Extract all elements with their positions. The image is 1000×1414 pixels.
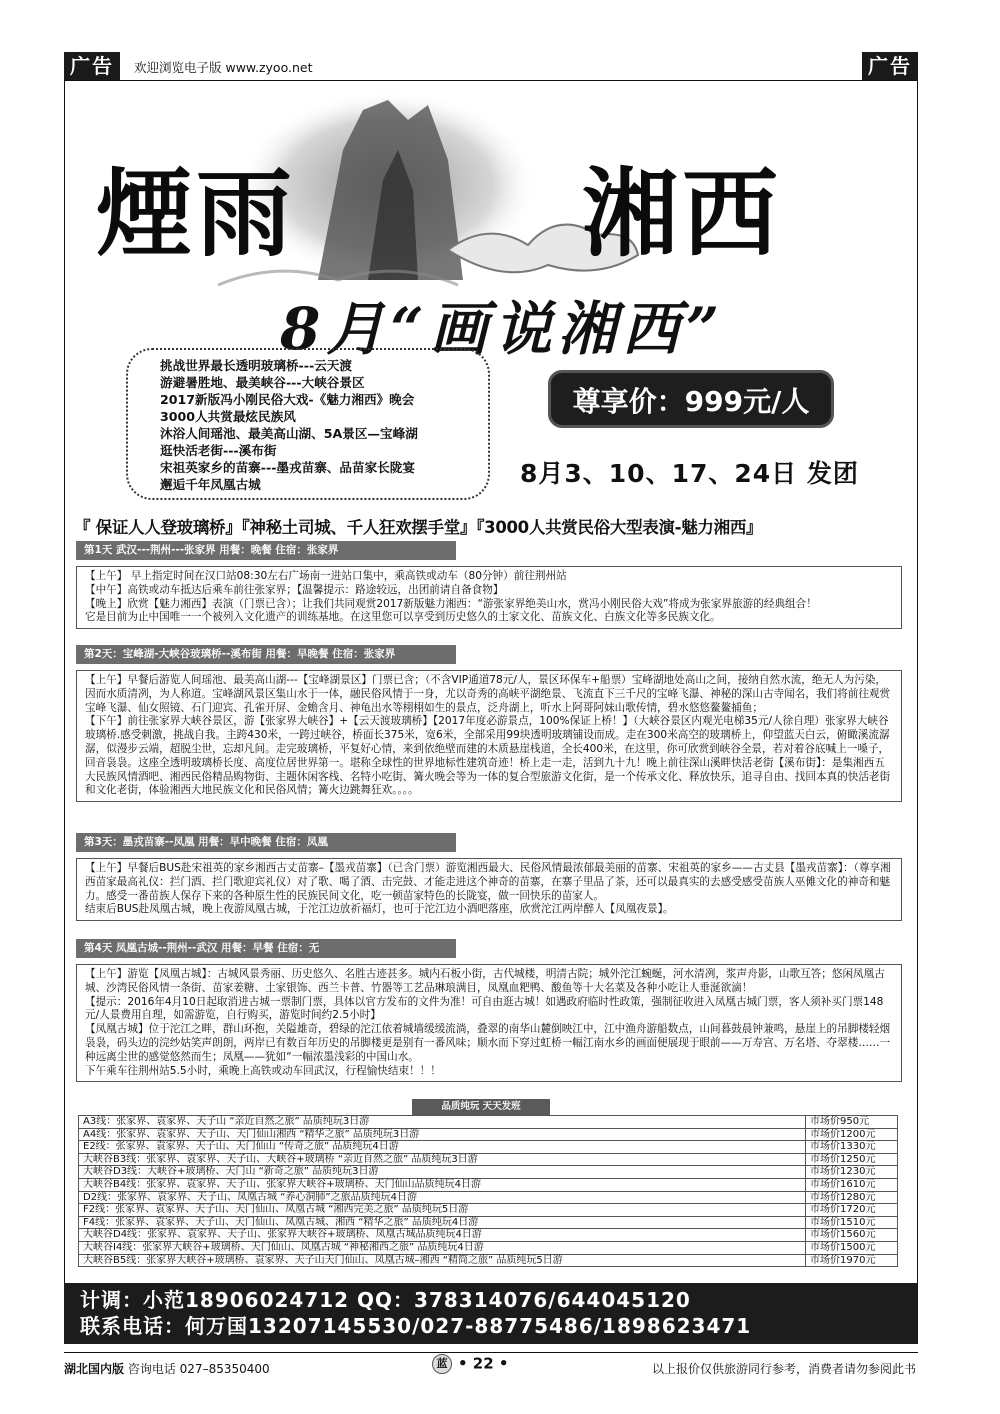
route-price-table	[78, 1115, 898, 1267]
route-name: 大峡谷D3线：大峡谷+玻璃桥、天门山 “新奇之旅” 品质纯玩3日游	[79, 1166, 806, 1179]
day-3-details	[76, 858, 902, 921]
departure-dates: 8月3、10、17、24日 发团	[520, 459, 859, 488]
table-row	[79, 1128, 898, 1141]
footer-left	[64, 1360, 270, 1377]
route-name: A4线：张家界、袁家界、天子山、天门仙山湘西 “精华之旅” 品质纯玩3日游	[79, 1128, 806, 1141]
route-price: 市场价1330元	[806, 1141, 898, 1154]
highlight-item: 游避暑胜地、最美峡谷---大峡谷景区	[160, 375, 365, 390]
itinerary-line: 【上午】早餐后BUS赴宋祖英的家乡湘西古丈苗寨–【墨戎苗寨】（已含门票）游览湘西最大、民俗风情最浓郁最美丽的苗寨、宋祖英的家乡——古丈县【墨戎苗寨】：（尊享湘西苗家最高礼仪：拦门酒、拦门歌迎宾礼仪）对了歌、喝了酒、击完鼓、才能走进这个神奇的苗寨，在寨子里品了茶，还可以最真实的去感受感受苗族人巫傩文化的神奇和魅力。感受一番苗族人保存下来的各种原生性的民族民间文化，吃一顿苗家特色的长陇宴，做一回快乐的苗家人。	[85, 862, 891, 902]
route-price: 市场价1560元	[806, 1229, 898, 1242]
table-row	[79, 1241, 898, 1254]
table-row	[79, 1178, 898, 1191]
route-price: 市场价1200元	[806, 1128, 898, 1141]
price-badge: 尊享价：999元/人	[548, 370, 834, 428]
highlight-item: 挑战世界最长透明玻璃桥---云天渡	[160, 358, 352, 373]
table-row	[79, 1141, 898, 1154]
day-4-details	[76, 964, 902, 1082]
highlight-item: 沐浴人间瑶池、最美高山湖、5A景区—宝峰湖	[160, 426, 418, 441]
table-row	[79, 1229, 898, 1242]
day-2-details	[76, 670, 902, 802]
itinerary-line: 【凤凰古城】位于沱江之畔，群山环抱，关隘雄奇，碧绿的沱江依着城墙缓缓流淌，叠翠的南华山麓倒映江中，江中渔舟游船数点，山间暮鼓晨钟兼鸣，悬崖上的吊脚楼轻烟袅袅，码头边的浣纱姑笑声朗朗，两岸已有数百年历史的吊脚楼更是别有一番风味；顺水而下穿过虹桥一幅江南水乡的画面便展现于眼前——万寿宫、万名塔、夺翠楼……一种远离尘世的感觉悠然而生；凤凰——犹如“一幅浓墨浅彩的中国山水。	[85, 1023, 891, 1063]
day-2-bar: 第2天：宝峰湖-大峡谷玻璃桥--溪布街 用餐：早晚餐 住宿：张家界	[76, 645, 456, 664]
itinerary-line: 【上午】早餐后游览人间瑶池、最美高山湖---【宝峰湖景区】门票已含；（不含VIP通道78元/人，景区环保车+船票）宝峰湖地处高山之间，接纳自然水流，绝无人为污染，因而水质清冽，为人称道。宝峰湖风景区集山水于一体，融民俗风情于一身，尤以奇秀的高峡平湖绝景、飞流直下三千尺的宝峰飞瀑、神秘的深山古寺闻名，我们将前往观赏宝峰飞瀑、仙女照镜、石门迎宾、孔雀开屏、金蟾含月、神龟出水等栩栩如生的景点，泛舟湖上，听水上阿哥阿妹山歌传情，碧水悠悠鳌鳌捕鱼；	[85, 674, 891, 714]
itinerary-line: 它是目前为止中国唯一一个被列入文化遗产的训练基地。在这里您可以享受到历史悠久的土家文化、苗族文化、白族文化等多民族文化。	[85, 611, 721, 624]
highlight-item: 逛快活老街---溪布街	[160, 443, 277, 458]
table-row	[79, 1216, 898, 1229]
table-row	[79, 1153, 898, 1166]
route-name: E2线：张家界、袁家界、天子山、天门仙山 “传奇之旅” 品质纯玩4日游	[79, 1141, 806, 1154]
route-name: D2线：张家界、袁家界、天子山、凤凰古城 “养心洞肺”之旅品质纯玩4日游	[79, 1191, 806, 1204]
page-number	[432, 1354, 509, 1374]
itinerary-line: 【下午】前往张家界大峡谷景区，游【张家界大峡谷】+【云天渡玻璃桥】【2017年度必游景点，100%保证上桥！】（大峡谷景区内观光电梯35元/人徐自理）张家界大峡谷玻璃桥.感受刺激，挑战自我。主跨430米，一跨过峡谷，桥面长375米，宽6米，全部采用99块透明玻璃铺设而成。走在300米高空的玻璃桥上，仰望蓝天白云，俯瞰溪流潺潺，似漫步云端，超脱尘世，忘却凡间。走完玻璃桥，平复好心情，来到依绝壁而建的木质悬崖栈道，全长400米，在这里，你可欣赏到峡谷全景，若对着谷底喊上一嗓子，回音袅袅。这座全透明玻璃桥长度、高度位居世界第一。堪称全球性的世界地标性建筑奇迹！桥上走一走，活到九十九！晚上前往深山溪畔快活老街【溪布街】：是集湘西五大民族风情酒吧、湘西民俗精品购物街、主题休闲客栈、名特小吃街、篝火晚会等为一体的复合型旅游文化街，是一个传承文化、释放快乐，追寻自由、找回本真的快活老街和文化老街，体验湘西大地民族文化和民俗风情；篝火边跳舞狂欢。。。。	[85, 715, 891, 797]
day-1-bar: 第1天 武汉---荆州---张家界 用餐：晚餐 住宿：张家界	[76, 541, 456, 560]
day-3-bar: 第3天：墨戎苗寨--凤凰 用餐：早中晚餐 住宿：凤凰	[76, 833, 456, 852]
route-price: 市场价950元	[806, 1116, 898, 1129]
route-name: F4线：张家界、袁家界、天子山、天门仙山、凤凰古城、湘西 “精华之旅” 品质纯玩4日游	[79, 1216, 806, 1229]
route-name: 大峡谷I4线：张家界大峡谷+玻璃桥、天门仙山、凤凰古城 “神秘湘西之旅” 品质纯玩4日游	[79, 1241, 806, 1254]
table-row	[79, 1116, 898, 1129]
route-price: 市场价1250元	[806, 1153, 898, 1166]
route-name: 大峡谷B5线：张家界大峡谷+玻璃桥、袁家界、天子山天门仙山、凤凰古城–湘西 “精简之旅” 品质纯玩5日游	[79, 1254, 806, 1267]
page-number-text: • 22 •	[458, 1354, 509, 1373]
highlight-item: 宋祖英家乡的苗寨---墨戎苗寨、品苗家长陇宴	[160, 460, 415, 475]
table-row	[79, 1254, 898, 1267]
browse-text[interactable]: 欢迎浏览电子版 www.zyoo.net	[134, 60, 313, 75]
highlight-item: 邂逅千年凤凰古城	[160, 477, 261, 492]
guarantee-line: 『 保证人人登玻璃桥』『神秘土司城、千人狂欢摆手堂』『3000人共赏民俗大型表演-魅力湘西』	[74, 518, 763, 537]
route-price: 市场价1610元	[806, 1178, 898, 1191]
ad-label-left: 广告	[64, 52, 120, 80]
route-price: 市场价1970元	[806, 1254, 898, 1267]
ad-label-right: 广告	[862, 52, 918, 80]
route-name: A3线：张家界、袁家界、天子山 “亲近自然之旅” 品质纯玩3日游	[79, 1116, 806, 1129]
consult-phone: 咨询电话 027–85350400	[127, 1362, 270, 1376]
table-row	[79, 1191, 898, 1204]
itinerary-line: 【提示：2016年4月10日起取消进古城一票制门票，具体以官方发布的文件为准！可自由逛古城！如遇政府临时性政策，强制征收进入凤凰古城门票，客人须补买门票148元/人景费用自理，如需游览，自行购买，游览时间约2.5小时】	[85, 995, 884, 1022]
route-name: 大峡谷B4线：张家界、袁家界、天子山、张家界大峡谷+玻璃桥、天门仙山品质纯玩4日游	[79, 1178, 806, 1191]
highlights-box	[126, 348, 490, 500]
route-name: F2线：张家界、袁家界、天子山、天门仙山、凤凰古城 “湘西完美之旅” 品质纯玩5日游	[79, 1204, 806, 1217]
route-name: 大峡谷D4线：张家界、袁家界、天子山、张家界大峡谷+玻璃桥、凤凰古城品质纯玩4日游	[79, 1229, 806, 1242]
contact-operator[interactable]: 计调：小范18906024712 QQ：378314076/644045120	[80, 1288, 691, 1312]
table-row	[79, 1166, 898, 1179]
route-price: 市场价1500元	[806, 1241, 898, 1254]
banner-title-right: 湘西	[582, 157, 782, 270]
route-price: 市场价1720元	[806, 1204, 898, 1217]
footer-disclaimer: 以上报价仅供旅游同行参考，消费者请勿参阅此书	[651, 1362, 916, 1376]
route-price: 市场价1510元	[806, 1216, 898, 1229]
route-price: 市场价1280元	[806, 1191, 898, 1204]
contact-bar	[64, 1283, 918, 1344]
itinerary-line: 结束后BUS赴凤凰古城，晚上夜游凤凰古城，于沱江边放祈福灯，也可于沱江边小酒吧落座，欣赏沱江两岸醉人【凤凰夜景】。	[85, 903, 674, 916]
route-price: 市场价1230元	[806, 1166, 898, 1179]
itinerary-line: 【中午】高铁或动车抵达后乘车前往张家界；【温馨提示：路途较远，出团前请自备食物】	[85, 583, 504, 596]
highlight-item: 3000人共赏最炫民族风	[160, 409, 296, 424]
banner-subtitle: 8月“画说湘西”	[280, 295, 726, 363]
day-1-details	[76, 566, 902, 629]
itinerary-line: 【晚上】欣赏【魅力湘西】表演（门票已含）；让我们共同观赏2017新版魅力湘西：“游张家界绝美山水，赏冯小刚民俗大戏”将成为张家界旅游的经典组合！	[85, 597, 817, 610]
itinerary-line: 【上午】游览【凤凰古城】：古城风景秀丽、历史悠久、名胜古迹甚多。城内石板小街，古代城楼，明清古院；城外沱江蜿蜒，河水清冽，浆声舟影，山歌互答；悠闲凤凰古城、沙湾民俗风情一条街、苗家姜糖、土家银饰、西兰卡普、竹器等工艺品琳琅满目，凤凰血粑鸭、酸鱼等十大名菜及各种小吃让人垂涎欲滴！	[85, 968, 885, 994]
itinerary-line: 【上午】 早上指定时间在汉口站08:30左右广场南一进站口集中，乘高铁或动车（80分钟）前往荆州站	[85, 570, 567, 582]
contact-phone[interactable]: 联系电话：何万国13207145530/027-88775486/1898623471	[80, 1314, 752, 1338]
banner-title-left: 煙雨	[96, 157, 296, 270]
day-4-bar: 第4天 凤凰古城--荆州--武汉 用餐：早餐 住宿：无	[76, 939, 456, 958]
edition-label: 湖北国内版	[64, 1362, 125, 1376]
route-name: 大峡谷B3线：张家界、袁家界、天子山、大峡谷+玻璃桥 “亲近自然之旅” 品质纯玩3日游	[79, 1153, 806, 1166]
route-table-heading: 品质纯玩 天天发班	[412, 1099, 550, 1115]
publisher-logo-icon: 蓝	[432, 1354, 452, 1374]
table-row	[79, 1204, 898, 1217]
footer-divider	[64, 1352, 918, 1353]
highlight-item: 2017新版冯小刚民俗大戏-《魅力湘西》晚会	[160, 392, 415, 407]
itinerary-line: 下午乘车往荆州站5.5小时，乘晚上高铁或动车回武汉，行程愉快结束！！！	[85, 1064, 441, 1077]
